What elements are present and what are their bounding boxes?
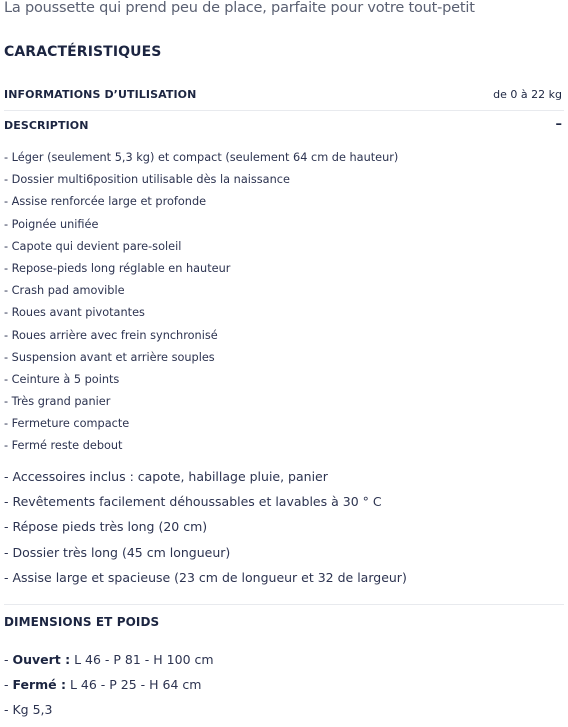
closed-value: L 46 - P 25 - H 64 cm — [66, 677, 202, 693]
open-value: L 46 - P 81 - H 100 cm — [70, 652, 214, 667]
divider — [4, 604, 564, 605]
list-item: - Assise large et spacieuse (23 cm de longueur et 32 de largeur) — [4, 569, 407, 585]
description-row[interactable] — [4, 119, 564, 139]
list-item: - Léger (seulement 5,3 kg) et compact (seulement 64 cm de hauteur) — [4, 151, 399, 164]
list-item: - Roues avant pivotantes — [4, 306, 145, 320]
closed-label: Fermé : — [12, 677, 67, 693]
product-tagline: La poussette qui prend peu de place, parfaite pour votre tout-petit — [4, 0, 475, 16]
collapse-toggle-icon[interactable]: – — [555, 117, 562, 132]
usage-info-label: INFORMATIONS D’UTILISATION — [4, 88, 197, 101]
list-item: - Poignée unifiée — [4, 217, 99, 231]
list-item: - Crash pad amovible — [4, 284, 125, 298]
list-item: - Kg 5,3 — [4, 702, 53, 718]
feature-list — [4, 149, 398, 460]
list-item: - Très grand panier — [4, 395, 111, 409]
list-item: - Repose-pieds long réglable en hauteur — [4, 261, 231, 275]
dimensions-row[interactable] — [4, 615, 564, 635]
description-label: DESCRIPTION — [4, 119, 89, 132]
list-item: - Dossier très long (45 cm longueur) — [4, 544, 231, 560]
list-item: - Ouvert : L 46 - P 81 - H 100 cm — [4, 652, 214, 667]
list-item: - Revêtements facilement déhoussables et lavables à 30 ° C — [4, 494, 382, 510]
dimensions-label: DIMENSIONS ET POIDS — [4, 615, 160, 629]
usage-info-row[interactable] — [4, 88, 564, 108]
list-item: - Accessoires inclus : capote, habillage pluie, panier — [4, 469, 328, 484]
list-item: - Dossier multi6position utilisable dès la naissance — [4, 173, 290, 187]
list-item: - Fermeture compacte — [4, 417, 130, 431]
list-item: - Répose pieds très long (20 cm) — [4, 519, 208, 535]
list-item: - Fermé reste debout — [4, 439, 123, 453]
open-label: Ouvert : — [12, 652, 71, 667]
list-item: - Roues arrière avec frein synchronisé — [4, 328, 218, 342]
list-item: - Ceinture à 5 points — [4, 372, 120, 386]
list-item: - Suspension avant et arrière souples — [4, 350, 215, 364]
list-item: - Assise renforcée large et profonde — [4, 195, 207, 209]
divider — [4, 110, 564, 111]
list-item: - Fermé : L 46 - P 25 - H 64 cm — [4, 677, 202, 693]
dimensions-list — [4, 650, 214, 726]
extras-list — [4, 467, 407, 593]
usage-info-value: de 0 à 22 kg — [493, 88, 562, 101]
list-item: - Capote qui devient pare-soleil — [4, 239, 182, 253]
section-title: CARACTÉRISTIQUES — [4, 44, 162, 60]
